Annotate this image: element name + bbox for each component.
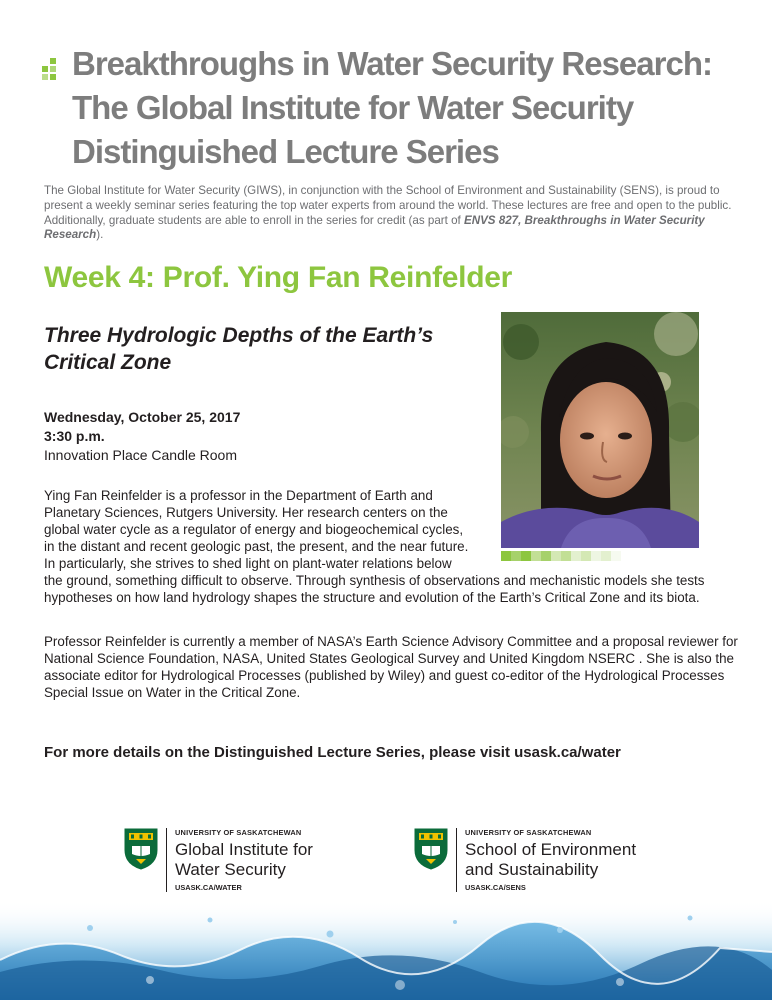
usask-crest-icon bbox=[414, 828, 448, 870]
event-date: Wednesday, October 25, 2017 bbox=[44, 409, 241, 425]
logo-name-line: Water Security bbox=[175, 860, 286, 879]
accent-squares-icon bbox=[42, 58, 64, 86]
course-name: ENVS 827, Breakthroughs in Water Security Research bbox=[44, 213, 705, 242]
event-details bbox=[44, 408, 240, 465]
series-title-line: Breakthroughs in Water Security Research: bbox=[72, 45, 712, 82]
logo-name-line: and Sustainability bbox=[465, 860, 599, 879]
intro-text: The Global Institute for Water Security (GIWS), in conjunction with the School of Environment and Sustainability (SENS), is proud to present a weekly seminar series featuring the top water experts from around the world. These lectures are free and open to the public. Additionally, graduate students are able to enroll in the series for credit (as part of bbox=[44, 184, 732, 227]
usask-crest-icon bbox=[124, 828, 158, 870]
giws-logo[interactable] bbox=[124, 828, 384, 894]
intro-paragraph bbox=[44, 184, 734, 243]
logo-unit-name bbox=[465, 840, 636, 880]
bio-line: hypotheses on how land hydrology shapes the structure and evolution of the Earth’s Critical Zone and its biota. bbox=[44, 590, 700, 605]
event-time: 3:30 p.m. bbox=[44, 428, 105, 444]
logo-divider bbox=[456, 828, 457, 892]
bio-line: Planetary Sciences, Rutgers University. Her research centers on the bbox=[44, 505, 448, 520]
bio-line: Ying Fan Reinfelder is a professor in the Department of Earth and bbox=[44, 488, 433, 503]
bio-line: global water cycle as a regulator of energy and biogeochemical cycles, bbox=[44, 522, 464, 537]
event-location: Innovation Place Candle Room bbox=[44, 447, 238, 463]
intro-text-end: ). bbox=[96, 228, 104, 242]
logo-url[interactable]: USASK.CA/WATER bbox=[175, 883, 242, 892]
sens-logo[interactable] bbox=[414, 828, 714, 894]
bio-line: in the distant and recent geologic past, the present, and the near future. bbox=[44, 539, 469, 554]
logo-university: UNIVERSITY OF SASKATCHEWAN bbox=[465, 828, 592, 837]
bio-line: In particularly, she strives to shed light on plant-water relations below bbox=[44, 556, 452, 571]
logo-name-line: School of Environment bbox=[465, 840, 637, 859]
logo-url[interactable]: USASK.CA/SENS bbox=[465, 883, 526, 892]
logo-name-line: Global Institute for bbox=[175, 840, 313, 859]
bio-line: the ground, something difficult to observe. Through synthesis of observations and mechanistic models she tests bbox=[44, 573, 705, 588]
talk-title: Three Hydrologic Depths of the Earth’s Critical Zone bbox=[44, 324, 434, 374]
logo-university: UNIVERSITY OF SASKATCHEWAN bbox=[175, 828, 302, 837]
speaker-roles-paragraph: Professor Reinfelder is currently a member of NASA’s Earth Science Advisory Committee and a proposal reviewer for National Science Foundation, NASA, United States Geological Survey and United Kingdom NSERC . She is also the associate editor for Hydrological Processes (published by Wiley) and guest co-editor of the Hydrological Processes Special Issue on Water in the Critical Zone. bbox=[44, 634, 738, 700]
speaker-bio bbox=[44, 487, 750, 606]
series-title-line: The Global Institute for Water Security bbox=[72, 89, 634, 126]
series-title-line: Distinguished Lecture Series bbox=[72, 133, 499, 170]
more-details-link[interactable]: For more details on the Distinguished Lecture Series, please visit usask.ca/water bbox=[44, 744, 621, 761]
series-title bbox=[72, 42, 752, 174]
logo-unit-name bbox=[175, 840, 313, 880]
speaker-heading: Week 4: Prof. Ying Fan Reinfelder bbox=[44, 261, 512, 294]
water-splash-image bbox=[0, 900, 772, 1000]
logo-divider bbox=[166, 828, 167, 892]
